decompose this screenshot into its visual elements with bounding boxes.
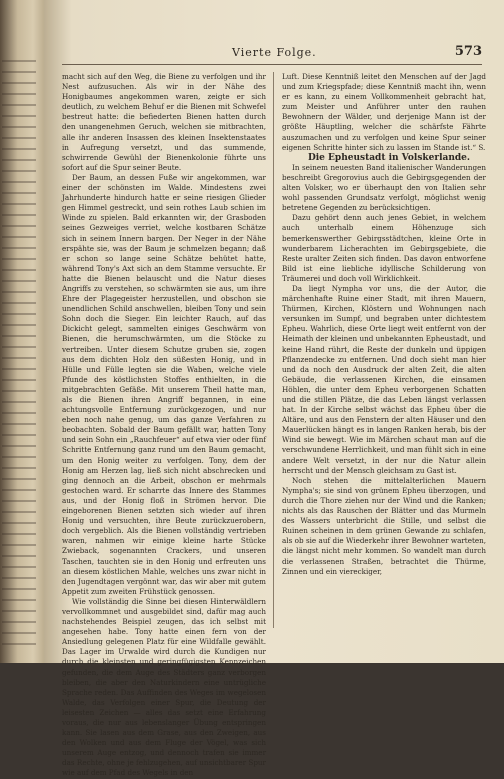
page-number: 573 [454, 44, 482, 59]
page-header [62, 46, 482, 64]
paragraph: Noch stehen die mittelalterlichen Mauern Nympha's; sie sind von grünem Epheu überzogen, und durch die Thore ziehen nur der Wind und die Ranken; nichts als das Rauschen der Blätter und das Murmeln des Wassers unterbricht die Stille, und selbst die Ruinen scheinen in dem grünen Gewande zu schlafen, als ob sie auf die Wiederkehr ihrer Bewohner warteten, die längst nicht mehr kommen. So wandelt man durch die verlassenen Straßen, betrachtet die Thürme, Zinnen und ein viereckiger, [282, 475, 486, 576]
running-head: Vierte Folge. [232, 46, 317, 59]
paragraph: Dazu gehört denn auch jenes Gebiet, in welchem auch unterhalb einem Höhenzuge sich bemerkenswerther Gebirgsstädtchen, kleine Orte in wunderbarem Licherachten im Gebirgsgebiete, die Reste uralter Zeiten sich finden. Das davon entworfene Bild ist eine liebliche idyllische Schilderung von Träumerei und doch voll Wirklichkeit. [282, 213, 486, 283]
paragraph: In seinem neuesten Band italienischer Wanderungen beschreibt Gregorovius auch die Gebirgsgegenden der alten Volsker, wo er überhaupt den von Italien sehr wohl passenden Grundsatz verfolgt, möglichst wenig betretene Gegenden zu berücksichtigen. [282, 162, 486, 213]
paragraph: macht sich auf den Weg, die Biene zu verfolgen und ihr Nest aufzusuchen. Als wir in der Nähe des Honigbaumes angekommen waren, zeigte er sich deutlich, zu welchem Behuf er die Bienen mit Schwefel bestreut hatte: die befiederten Bienen hatten durch den unangenehmen Geruch, welchen sie mitbrachten, alle ihr anderen Insassen des kleinen Insektenstaates in Aufregung versetzt, und das summende, schwirrende Gewühl der Bienenkolonie führte uns sofort auf die Spur seiner Beute. [62, 72, 266, 172]
book-page [44, 0, 504, 778]
section-title: Die Epheustadt in Volskerlande. [307, 152, 471, 163]
header-rule [62, 64, 482, 65]
spine-text-lines [2, 60, 36, 654]
paragraph: Luft. Diese Kenntniß leitet den Menschen auf der Jagd und zum Kriegspfade; diese Kenntniß macht ihn, wenn er es kann, zu einem Vollkommenheit gebracht hat, zum Meister und Anführer unter den rauhen Bewohnern der Wälder, und derjenige Mann ist der größte Häuptling, welcher die schärfste Fährte auszumachen und zu verfolgen und keine Spur seiner eigenen Schritte hinter sich zu lassen im Stande ist.“ S. [282, 72, 486, 152]
paragraph: Da liegt Nympha vor uns, die der Autor, die märchenhafte Ruine einer Stadt, mit ihren Mauern, Thürmen, Kirchen, Klöstern und Wohnungen nach versunken im Sumpf, und begraben unter dichtestem Epheu. Wahrlich, diese Orte liegt weit entfernt von der Heimath der kleinen und unbekannten Epheustadt, und keine Hand rührt, die Reste der dunkeln und üppigen Pflanzendecke zu entfernen. Und doch sieht man hier und da noch den Ausdruck der alten Zeit, die alten Gebäude, die verlassenen Kirchen, die einsamen Höhlen, die unter dem Epheu verborgenen Schatten und die stillen Plätze, die das Leben längst verlassen hat. In der Kirche selbst wächst das Epheu über die Altäre, und aus den Fenstern der alten Häuser und den Mauerlücken hängt es in langen Ranken herab, bis der Wind sie bewegt. Wie im Märchen schaut man auf die verschwundene Herrlichkeit, und man fühlt sich in eine andere Welt versetzt, in der nur die Natur allein herrscht und der Mensch gleichsam zu Gast ist. [282, 283, 486, 475]
book-spine-edge [0, 0, 44, 663]
left-column [62, 72, 266, 778]
right-column [282, 72, 486, 632]
paragraph: Wie vollständig die Sinne bei diesen Hinterwäldlern vervollkommnet und ausgebildet sind, dafür mag auch nachstehendes Beispiel zeugen, das ich selbst mit angesehen habe. Tony hatte einen fern von der Ansiedlung gelegenen Platz für eine Wildfalle gewählt. Das Lager im Urwalde wird durch die Kundigen nur durch die kleinsten und geringfügigsten Kennzeichen gefunden, die dem Auge des Städters ganz verborgen bleiben, die aber den Naturkindern eine untrügliche Sprache reden. Das Auffinden des Weges im wegelosen Walde, das Verfolgen einer Spur, die Deutung der leisesten Zeichen — alles das setzt eine Erfahrung voraus, die nur aus lebenslanger Übung entspringen kann. Sie lasen aus dem Grase, aus den Zweigen, aus den Wolken und aus dem Fluge der Vögel, was sich unserem Auge entzog, und dennoch trafen sie immer das Rechte, ohne je fehlzugehen, auf unsichtbarer Spur wie auf dem Pfad des Wegels in den [62, 596, 266, 778]
column-divider [273, 72, 274, 628]
paragraph: Der Baum, an dessen Fuße wir angekommen, war einer der schönsten im Walde. Mindestens zwei Jahrhunderte hindurch hatte er seine riesigen Glieder gen Himmel gestreckt, und sein rothes Laub schien im Winde zu spielen. Bald erkannten wir, der Grasboden seines Gezweiges verriet, welche kostbaren Schätze sich in seinem Innern bargen. Der Neger in der Nähe erspähte sie, was der Baum je schmelzen begann; daß er schon so lange seine Schätze behütet hatte, während Tony's Axt sich an dem Stamme versuchte. Er hatte die Bienen belauscht und die Natur dieses Angriffs zu verstehen, so schwärmten sie aus, um ihre Ehre der Plagegeister herzustellen, und obschon sie unendlichen Schild anschwellen, bleiben Tony und sein Sohn doch die Sieger. Ein leichter Rauch, auf das Dickicht gelegt, sammelten einiges Geschwärm von Bienen, die herumschwärmten, um die Stöcke zu vertreiben. Unter diesem Schutze gruben sie, zogen aus dem dichten Holz den süßesten Honig, und in Hülle und Fülle legten sie die Waben, welche viele Pfunde des köstlichsten Stoffes enthielten, in die mitgebrachten Gefäße. Mit unserem Theil hatte man, als die Bienen ihren Angriff begannen, in eine achtungsvolle Entfernung zurückgezogen, und nur eben noch nahe genug, um das ganze Verfahren zu beobachten. Sobald der Baum gefällt war, hatten Tony und sein Sohn ein „Rauchfeuer“ auf etwa vier oder fünf Schritte Entfernung ganz rund um den Baum gemacht, um den Honig weiter zu verfolgen. Tony, dem der Honig am Herzen lag, ließ sich nicht abschrecken und ging dennoch an die Arbeit, obschon er mehrmals gestochen ward. Er scharrte das Innere des Stammes aus, und der Honig floß in Strömen hervor. Die eingeborenen Bienen setzten sich wieder auf ihren Honig und versuchten, ihre Beute zurückzuerobern, doch vergeblich. Als die Bienen vollständig vertrieben waren, nahmen wir einige kleine harte Stücke Zwieback, sogenannten Crackers, und unseren Taschen, tauchten sie in den Honig und erfreuten uns an diesem köstlichen Mahle, welches uns zwar nicht in den Jugendtagen vergönnt war, das wir aber mit gutem Appetit zum zweiten Frühstück genossen. [62, 172, 266, 596]
